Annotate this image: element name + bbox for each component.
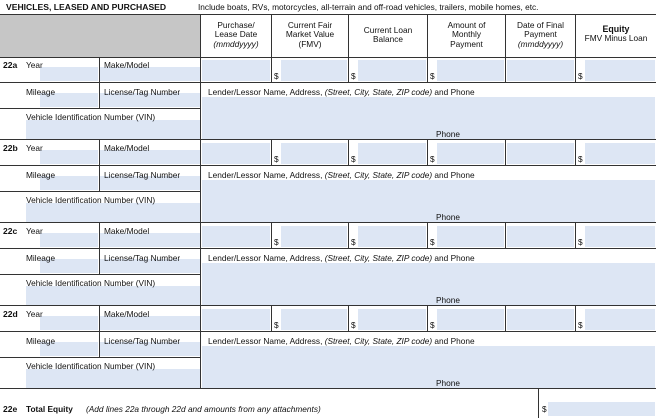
col-rule	[575, 140, 576, 165]
monthly-payment-field[interactable]	[437, 226, 504, 247]
line-number: 22d	[3, 309, 18, 319]
mileage-label: Mileage	[26, 170, 56, 180]
final-payment-field[interactable]	[507, 60, 574, 81]
hdr-div	[505, 15, 506, 57]
row-rule	[0, 357, 200, 358]
col-rule	[200, 140, 201, 223]
line-number: 22b	[3, 143, 18, 153]
line-number: 22e	[3, 404, 18, 414]
year-field[interactable]	[40, 233, 98, 247]
dollar-sign: $	[430, 237, 435, 247]
lender-label: Lender/Lessor Name, Address, (Street, City, State, ZIP code) and Phone	[208, 170, 475, 180]
dollar-sign: $	[430, 71, 435, 81]
hdr-div	[200, 15, 201, 57]
vehicle-block-22a	[0, 57, 656, 140]
col-rule	[271, 306, 272, 331]
col-rule	[348, 223, 349, 248]
dollar-sign: $	[578, 237, 583, 247]
vin-label: Vehicle Identification Number (VIN)	[26, 195, 156, 205]
col-rule	[99, 57, 100, 108]
dollar-sign: $	[351, 154, 356, 164]
col-rule	[99, 140, 100, 191]
final-payment-field[interactable]	[507, 309, 574, 330]
vehicle-block-22d	[0, 306, 656, 389]
row-rule	[0, 274, 200, 275]
vehicle-block-22c	[0, 223, 656, 306]
dollar-sign: $	[578, 71, 583, 81]
col-rule	[348, 140, 349, 165]
col-rule	[200, 223, 201, 306]
license-label: License/Tag Number	[104, 253, 181, 263]
col-rule	[575, 306, 576, 331]
loan-balance-field[interactable]	[358, 143, 426, 164]
fmv-field[interactable]	[281, 226, 347, 247]
dollar-sign: $	[274, 71, 279, 81]
col-loan-balance-header: Current Loan Balance	[363, 25, 413, 45]
purchase-date-field[interactable]	[202, 60, 270, 81]
rule-top	[0, 14, 656, 15]
hdr-div	[348, 15, 349, 57]
year-label: Year	[26, 60, 43, 70]
purchase-date-field[interactable]	[202, 226, 270, 247]
lender-field[interactable]	[202, 263, 655, 305]
col-rule	[348, 57, 349, 82]
monthly-payment-field[interactable]	[437, 60, 504, 81]
fmv-field[interactable]	[281, 143, 347, 164]
total-equity-note: (Add lines 22a through 22d and amounts from any attachments)	[86, 404, 321, 414]
mileage-label: Mileage	[26, 336, 56, 346]
dollar-sign: $	[430, 154, 435, 164]
col-rule	[200, 57, 201, 140]
equity-field[interactable]	[585, 226, 655, 247]
col-rule	[505, 57, 506, 82]
vin-field[interactable]	[26, 369, 200, 388]
equity-field[interactable]	[585, 60, 655, 81]
lender-label: Lender/Lessor Name, Address, (Street, City, State, ZIP code) and Phone	[208, 336, 475, 346]
col-rule	[271, 140, 272, 165]
col-rule	[505, 140, 506, 165]
license-label: License/Tag Number	[104, 336, 181, 346]
equity-field[interactable]	[585, 143, 655, 164]
purchase-date-field[interactable]	[202, 143, 270, 164]
col-rule	[427, 57, 428, 82]
year-label: Year	[26, 226, 43, 236]
col-rule	[200, 306, 201, 389]
make-model-label: Make/Model	[104, 226, 150, 236]
final-payment-field[interactable]	[507, 226, 574, 247]
hdr-div	[271, 15, 272, 57]
hdr-div	[575, 15, 576, 57]
vin-field[interactable]	[26, 120, 200, 139]
phone-label: Phone	[436, 212, 460, 222]
final-payment-field[interactable]	[507, 143, 574, 164]
col-rule	[427, 306, 428, 331]
year-field[interactable]	[40, 150, 98, 164]
lender-label: Lender/Lessor Name, Address, (Street, City, State, ZIP code) and Phone	[208, 87, 475, 97]
dollar-sign: $	[274, 154, 279, 164]
mileage-label: Mileage	[26, 87, 56, 97]
phone-label: Phone	[436, 378, 460, 388]
dollar-sign: $	[578, 320, 583, 330]
col-rule	[427, 223, 428, 248]
dollar-sign: $	[542, 404, 547, 414]
col-rule	[348, 306, 349, 331]
license-label: License/Tag Number	[104, 170, 181, 180]
dollar-sign: $	[351, 237, 356, 247]
year-label: Year	[26, 309, 43, 319]
lender-field[interactable]	[202, 97, 655, 139]
lender-field[interactable]	[202, 180, 655, 222]
make-model-label: Make/Model	[104, 309, 150, 319]
col-rule	[538, 389, 539, 418]
line-number: 22c	[3, 226, 18, 236]
vin-label: Vehicle Identification Number (VIN)	[26, 278, 156, 288]
vin-field[interactable]	[26, 286, 200, 305]
license-label: License/Tag Number	[104, 87, 181, 97]
vin-field[interactable]	[26, 203, 200, 222]
purchase-date-field[interactable]	[202, 309, 270, 330]
header-gray-block	[0, 15, 200, 57]
col-purchase-date-header: Purchase/ Lease Date (mmddyyyy)	[213, 20, 259, 49]
col-rule	[427, 140, 428, 165]
col-rule	[99, 306, 100, 357]
loan-balance-field[interactable]	[358, 60, 426, 81]
dollar-sign: $	[351, 71, 356, 81]
col-fmv-header: Current Fair Market Value (FMV)	[285, 20, 335, 49]
col-rule	[575, 223, 576, 248]
year-label: Year	[26, 143, 43, 153]
lender-label: Lender/Lessor Name, Address, (Street, City, State, ZIP code) and Phone	[208, 253, 475, 263]
row-rule	[0, 191, 200, 192]
total-equity-row	[0, 389, 656, 418]
dollar-sign: $	[351, 320, 356, 330]
col-rule	[99, 223, 100, 274]
col-monthly-payment-header: Amount of Monthly Payment	[447, 20, 486, 49]
phone-label: Phone	[436, 129, 460, 139]
col-final-payment-header: Date of Final Payment (mmddyyyy)	[516, 20, 565, 49]
col-equity-header: Equity FMV Minus Loan	[584, 24, 648, 44]
col-rule	[505, 223, 506, 248]
lender-field[interactable]	[202, 346, 655, 388]
row-rule	[0, 108, 200, 109]
col-rule	[505, 306, 506, 331]
dollar-sign: $	[274, 320, 279, 330]
mileage-label: Mileage	[26, 253, 56, 263]
vin-label: Vehicle Identification Number (VIN)	[26, 112, 156, 122]
year-field[interactable]	[40, 316, 98, 330]
year-field[interactable]	[40, 67, 98, 81]
monthly-payment-field[interactable]	[437, 143, 504, 164]
section-description: Include boats, RVs, motorcycles, all-terrain and off-road vehicles, trailers, mobile homes, etc.	[198, 2, 539, 12]
col-rule	[271, 223, 272, 248]
fmv-field[interactable]	[281, 309, 347, 330]
dollar-sign: $	[274, 237, 279, 247]
make-model-label: Make/Model	[104, 143, 150, 153]
col-rule	[271, 57, 272, 82]
fmv-field[interactable]	[281, 60, 347, 81]
equity-field[interactable]	[585, 309, 655, 330]
section-title: VEHICLES, LEASED AND PURCHASED	[6, 2, 167, 12]
vehicle-block-22b	[0, 140, 656, 223]
line-number: 22a	[3, 60, 18, 70]
vin-label: Vehicle Identification Number (VIN)	[26, 361, 156, 371]
phone-label: Phone	[436, 295, 460, 305]
dollar-sign: $	[578, 154, 583, 164]
loan-balance-field[interactable]	[358, 309, 426, 330]
make-model-label: Make/Model	[104, 60, 150, 70]
dollar-sign: $	[430, 320, 435, 330]
col-rule	[575, 57, 576, 82]
monthly-payment-field[interactable]	[437, 309, 504, 330]
loan-balance-field[interactable]	[358, 226, 426, 247]
hdr-div	[427, 15, 428, 57]
total-equity-field[interactable]	[548, 402, 655, 416]
total-equity-label: Total Equity	[26, 404, 73, 414]
